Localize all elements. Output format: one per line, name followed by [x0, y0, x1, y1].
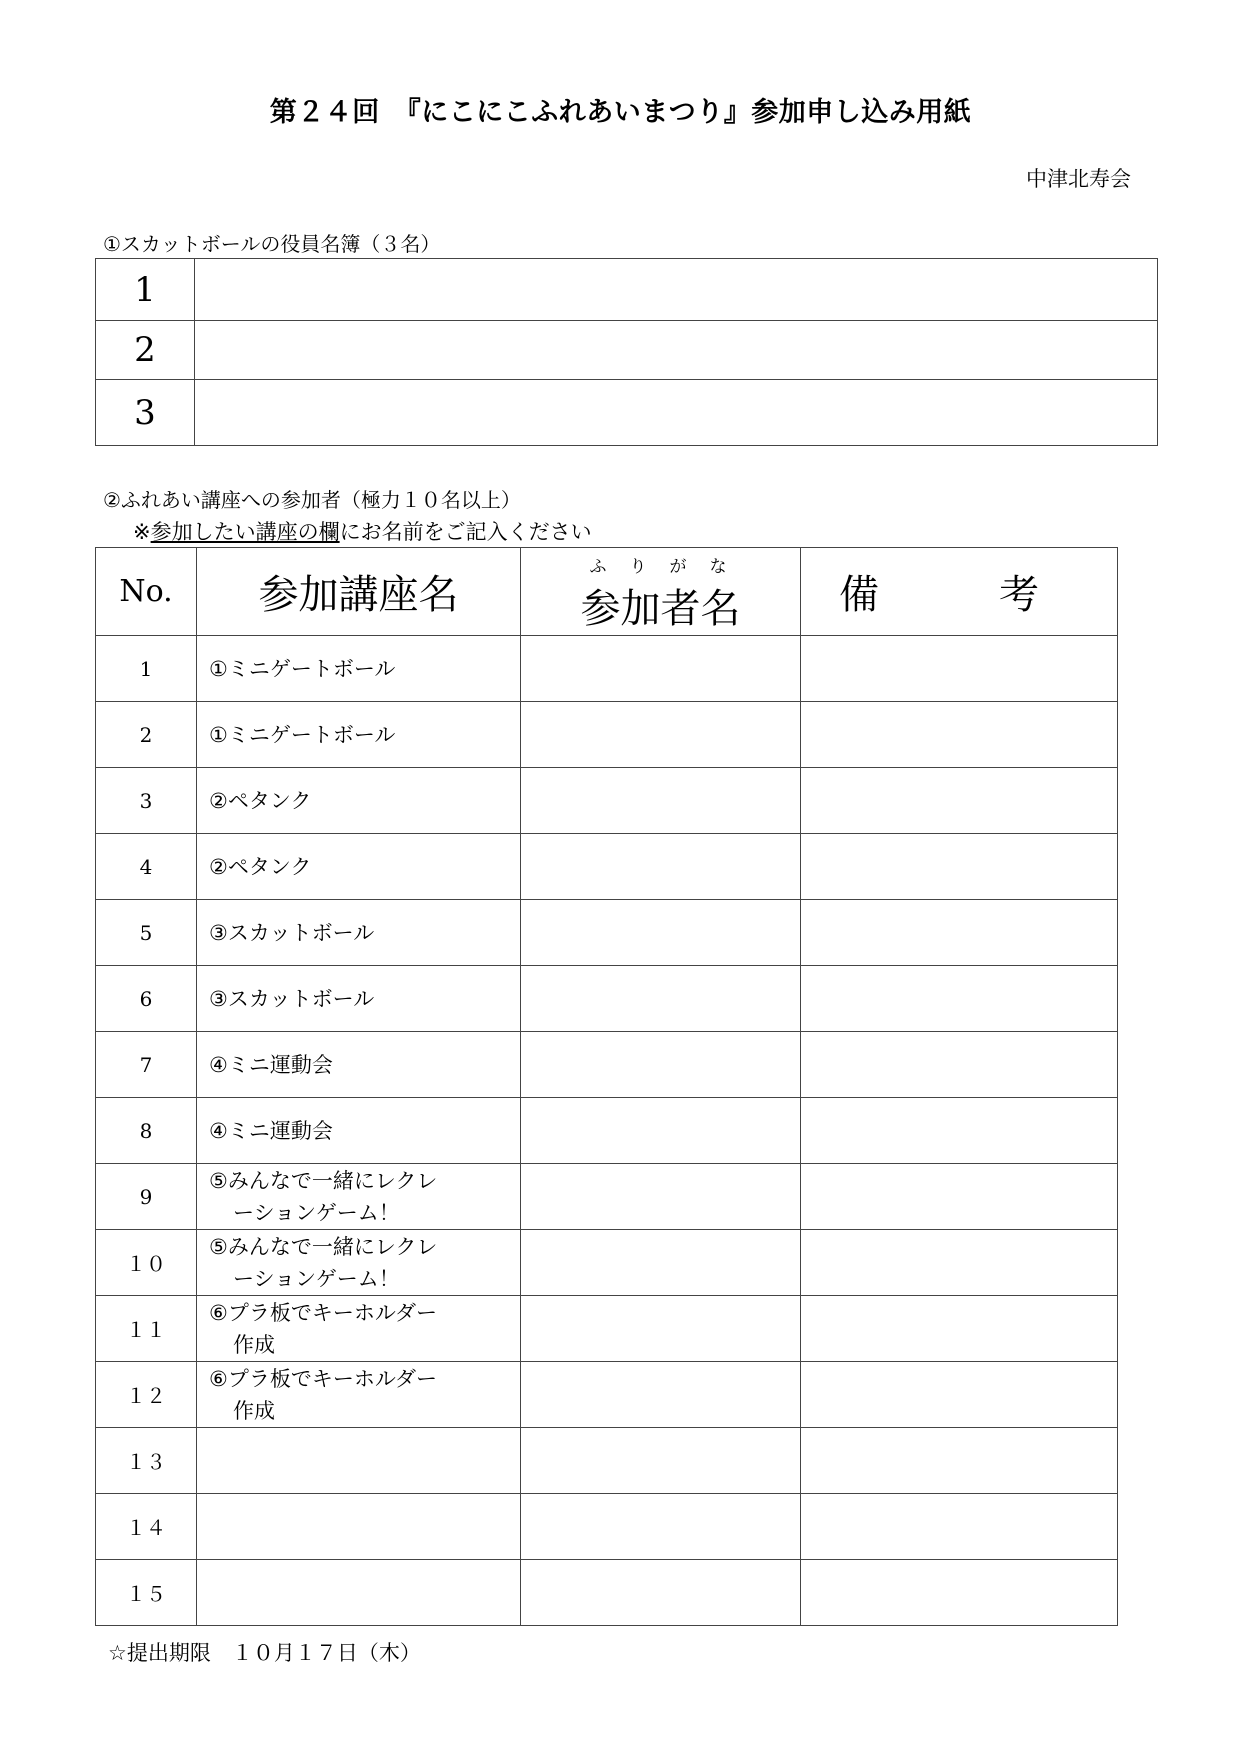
course-name: ③スカットボール [209, 986, 375, 1011]
remarks-field[interactable] [801, 1428, 1118, 1494]
course-name-cont: 作成 [233, 1398, 275, 1423]
table-row [96, 768, 1118, 834]
course-cell [197, 636, 521, 702]
remarks-field[interactable] [801, 1494, 1118, 1560]
row-number: 4 [96, 834, 197, 900]
table-row [96, 321, 1158, 380]
course-name: ⑤みんなで一緒にレクレ [209, 1168, 438, 1193]
organization-name: 中津北寿会 [1026, 167, 1131, 191]
participant-name-field[interactable] [521, 768, 801, 834]
course-name: ④ミニ運動会 [209, 1118, 333, 1143]
participant-name-field[interactable] [521, 1296, 801, 1362]
header-participant-label: 参加者名 [580, 586, 741, 632]
participant-name-field[interactable] [521, 1164, 801, 1230]
row-number: 1 [96, 636, 197, 702]
course-cell [197, 1560, 521, 1626]
remarks-field[interactable] [801, 1032, 1118, 1098]
participant-name-field[interactable] [521, 900, 801, 966]
participant-name-field[interactable] [521, 1560, 801, 1626]
participant-name-field[interactable] [521, 636, 801, 702]
officers-table [95, 258, 1158, 446]
course-cell [197, 1098, 521, 1164]
table-header-row [96, 548, 1118, 636]
participant-name-field[interactable] [521, 1428, 801, 1494]
row-number: １５ [96, 1560, 197, 1626]
table-row [96, 1230, 1118, 1296]
course-cell [197, 834, 521, 900]
remarks-field[interactable] [801, 834, 1118, 900]
participant-name-field[interactable] [521, 1032, 801, 1098]
remarks-field[interactable] [801, 1296, 1118, 1362]
row-number: 1 [96, 259, 195, 321]
participant-name-field[interactable] [521, 1362, 801, 1428]
row-number: １２ [96, 1362, 197, 1428]
table-row [96, 259, 1158, 321]
course-name-cont: ーションゲーム！ [233, 1200, 400, 1225]
remarks-field[interactable] [801, 1560, 1118, 1626]
table-row [96, 834, 1118, 900]
course-name-cont: ーションゲーム！ [233, 1266, 400, 1291]
row-number: １１ [96, 1296, 197, 1362]
table-row [96, 900, 1118, 966]
table-row [96, 1164, 1118, 1230]
course-name: ④ミニ運動会 [209, 1052, 333, 1077]
participant-name-field[interactable] [521, 1230, 801, 1296]
course-cell [197, 1494, 521, 1560]
table-row [96, 702, 1118, 768]
officer-name-field[interactable] [195, 321, 1158, 380]
course-cell [197, 1164, 521, 1230]
table-row [96, 1032, 1118, 1098]
note-prefix: ※ [133, 520, 151, 544]
table-row [96, 1098, 1118, 1164]
course-name-cont: 作成 [233, 1332, 275, 1357]
officer-name-field[interactable] [195, 380, 1158, 446]
deadline-note: ☆提出期限 １０月１７日（木） [108, 1641, 421, 1665]
note-suffix: にお名前をご記入ください [339, 520, 592, 544]
header-participant [521, 548, 801, 636]
course-cell [197, 1032, 521, 1098]
course-name: ②ペタンク [209, 854, 312, 879]
header-no: No. [96, 548, 197, 636]
course-cell [197, 768, 521, 834]
header-furigana: ふりがな [589, 557, 750, 577]
course-cell [197, 1362, 521, 1428]
row-number: １３ [96, 1428, 197, 1494]
table-row [96, 1494, 1118, 1560]
remarks-field[interactable] [801, 768, 1118, 834]
participant-name-field[interactable] [521, 834, 801, 900]
course-name: ⑥プラ板でキーホルダー [209, 1300, 437, 1325]
participant-name-field[interactable] [521, 1098, 801, 1164]
course-cell [197, 900, 521, 966]
course-cell [197, 1296, 521, 1362]
row-number: 6 [96, 966, 197, 1032]
page-title: 第２４回 『にこにこふれあいまつり』参加申し込み用紙 [269, 97, 972, 128]
course-name: ⑤みんなで一緒にレクレ [209, 1234, 438, 1259]
participants-table [95, 547, 1118, 1626]
row-number: 9 [96, 1164, 197, 1230]
participant-name-field[interactable] [521, 1494, 801, 1560]
row-number: 2 [96, 321, 195, 380]
table-row [96, 1428, 1118, 1494]
participant-name-field[interactable] [521, 702, 801, 768]
course-name: ②ペタンク [209, 788, 312, 813]
table-row [96, 1362, 1118, 1428]
table-row [96, 380, 1158, 446]
row-number: 3 [96, 380, 195, 446]
header-course: 参加講座名 [197, 548, 521, 636]
row-number: 3 [96, 768, 197, 834]
table-row [96, 636, 1118, 702]
participant-name-field[interactable] [521, 966, 801, 1032]
course-cell [197, 966, 521, 1032]
table-row [96, 1560, 1118, 1626]
remarks-field[interactable] [801, 702, 1118, 768]
course-name: ③スカットボール [209, 920, 375, 945]
row-number: 5 [96, 900, 197, 966]
section1-heading: ①スカットボールの役員名簿（３名） [103, 232, 441, 256]
row-number: 8 [96, 1098, 197, 1164]
remarks-field[interactable] [801, 1362, 1118, 1428]
remarks-field[interactable] [801, 900, 1118, 966]
course-cell [197, 702, 521, 768]
section2-heading: ②ふれあい講座への参加者（極力１０名以上） [103, 488, 521, 512]
remarks-field[interactable] [801, 1164, 1118, 1230]
row-number: 2 [96, 702, 197, 768]
row-number: 7 [96, 1032, 197, 1098]
remarks-field[interactable] [801, 966, 1118, 1032]
row-number: １４ [96, 1494, 197, 1560]
table-row [96, 966, 1118, 1032]
row-number: １０ [96, 1230, 197, 1296]
officer-name-field[interactable] [195, 259, 1158, 321]
course-name: ⑥プラ板でキーホルダー [209, 1366, 437, 1391]
course-cell [197, 1230, 521, 1296]
remarks-field[interactable] [801, 636, 1118, 702]
course-cell [197, 1428, 521, 1494]
course-name: ①ミニゲートボール [209, 722, 396, 747]
course-name: ①ミニゲートボール [209, 656, 396, 681]
remarks-field[interactable] [801, 1230, 1118, 1296]
section2-note [133, 516, 592, 546]
header-remarks: 備 考 [801, 548, 1118, 636]
remarks-field[interactable] [801, 1098, 1118, 1164]
table-row [96, 1296, 1118, 1362]
note-underlined: 参加したい講座の欄 [150, 520, 340, 544]
